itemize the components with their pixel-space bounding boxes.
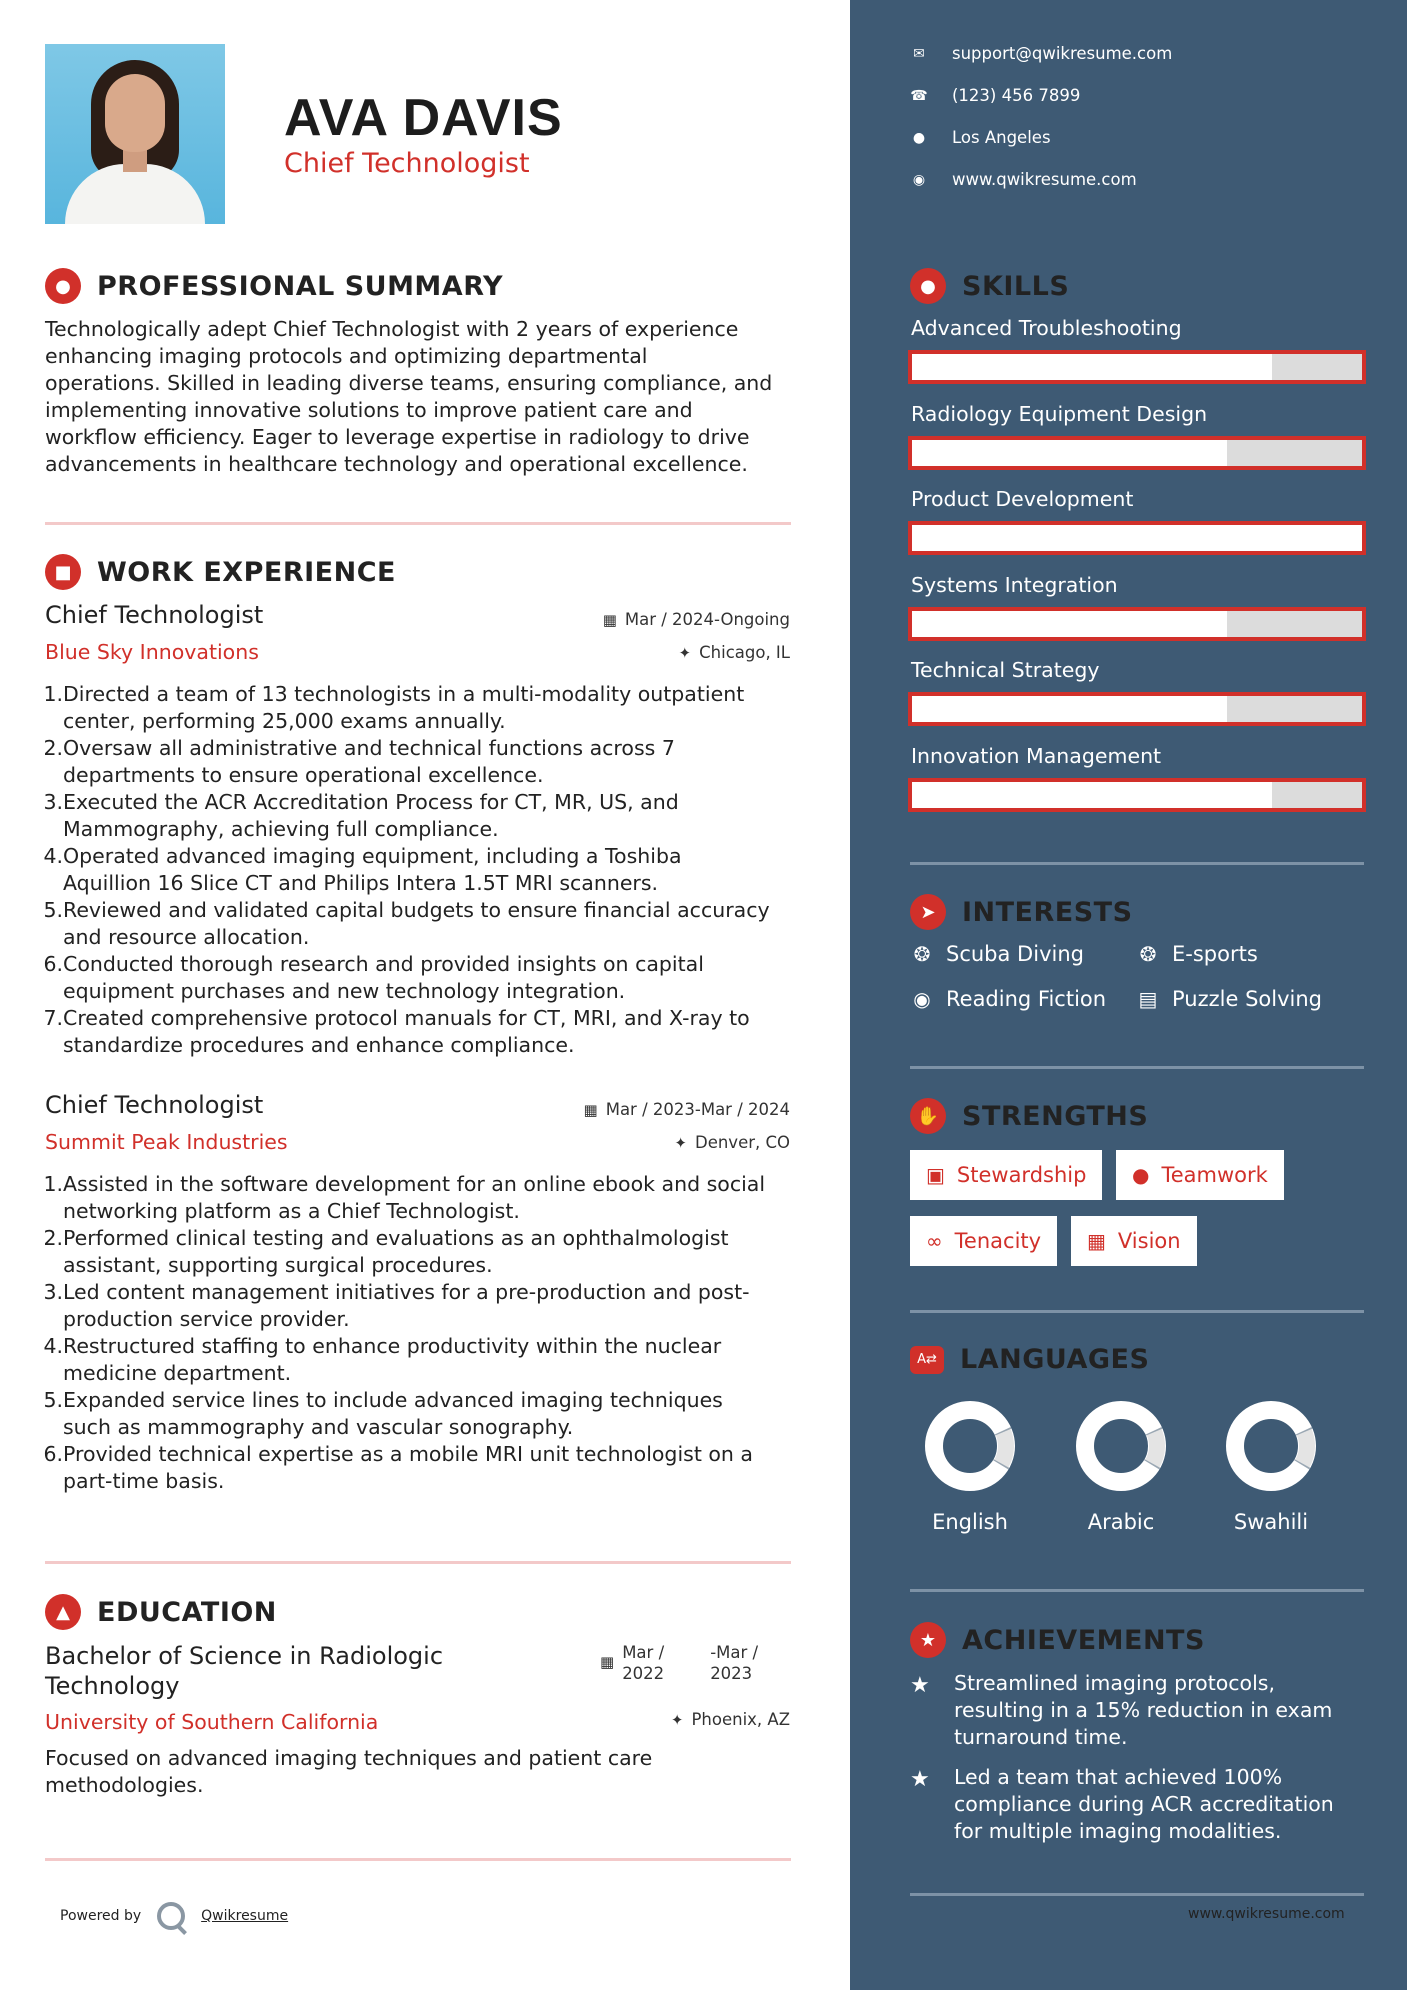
list-item: 1. Assisted in the software development for an online ebook and social networking platform as a Chief Technologist. [43,1172,766,1223]
language-ring-track [1235,1410,1307,1482]
divider [910,862,1364,865]
education-degree: Bachelor of Science in Radiologic Technology [45,1642,444,1700]
calendar-icon: ▦ [602,610,617,629]
job-title: Chief Technologist [45,601,264,629]
interest-item: ▤ Puzzle Solving [1136,987,1322,1011]
paper-plane-icon: ➤ [910,894,946,930]
education-heading: ▲ EDUCATION [45,1594,277,1630]
job-company: Summit Peak Industries [45,1130,288,1154]
star-badge-icon: ★ [910,1622,946,1658]
interest-item: ❂ Scuba Diving [910,942,1084,966]
interest-item: ❂ E-sports [1136,942,1258,966]
list-item: 4. Operated advanced imaging equipment, including a Toshiba Aquillion 16 Slice CT and Philips Intera 1.5T MRI scanners. [43,844,682,895]
profile-photo [45,44,225,224]
binoculars-icon: ▦ [1087,1229,1106,1253]
language-label: Arabic [1087,1510,1155,1534]
skill-bar-remaining [1272,354,1362,380]
candidate-name: AVA DAVIS [284,89,563,147]
summary-text: Technologically adept Chief Technologist with 2 years of experience enhancing imaging protocols and optimizing departmental operations. Skilled in leading diverse teams, ensuring compliance, and implementing innovative solutions to improve patient care and workflow efficiency. Eager to leverage expertise in radiology to drive advancements in healthcare technology and operational excellence. [45,317,773,476]
contact-email[interactable]: ✉ support@qwikresume.com [910,44,1172,63]
list-item: 5. Reviewed and validated capital budgets to ensure financial accuracy and resource allocation. [43,898,770,949]
star-icon: ★ [910,1673,930,1698]
skill-label: Systems Integration [911,572,1118,597]
skill-bar-remaining [1227,440,1362,466]
skill-bar [908,436,1366,470]
lightbulb-icon: ● [910,268,946,304]
pin-icon: ✦ [678,643,692,662]
strength-badge: ▦ Vision [1071,1216,1197,1266]
divider [45,1858,791,1861]
language-item [1051,1396,1191,1534]
divider [910,1589,1364,1592]
list-item: 5. Expanded service lines to include advanced imaging techniques such as mammography and vascular sonography. [43,1388,723,1439]
list-item: 6. Conducted thorough research and provided insights on capital equipment purchases and new technology integration. [43,952,704,1003]
divider [45,522,791,525]
job-title: Chief Technologist [45,1091,264,1119]
education-desc: Focused on advanced imaging techniques and patient care methodologies. [45,1746,653,1797]
skill-bar-remaining [1227,696,1362,722]
skill-label: Advanced Troubleshooting [911,316,1182,340]
skill-label: Product Development [911,487,1134,511]
job-company: Blue Sky Innovations [45,640,259,664]
language-ring [1221,1396,1321,1496]
job-duties [45,1171,815,1495]
list-item: 4. Restructured staffing to enhance productivity within the nuclear medicine department. [43,1334,722,1385]
skill-bar-remaining [1227,611,1362,637]
job-date: ▦ Mar / 2024-Ongoing [602,610,790,629]
calendar-icon: ▦ [600,1653,615,1671]
graduate-icon: ▲ [45,1594,81,1630]
map-pin-icon: ● [912,129,926,146]
gamepad-icon: ◉ [913,987,931,1011]
skill-bar-remaining [1272,782,1362,808]
list-item: 3. Led content management initiatives for a pre-production and post- production service provider. [43,1280,750,1331]
skill-bar [908,778,1366,812]
list-item: 2. Oversaw all administrative and technical functions across 7 departments to ensure operational excellence. [43,736,675,787]
job-location: ✦ Chicago, IL [678,643,790,662]
briefcase-icon: ▣ [926,1163,945,1187]
link-icon: ∞ [926,1229,943,1253]
strengths-heading: ✋ STRENGTHS [910,1098,1148,1134]
strength-badge: ● Teamwork [1116,1150,1284,1200]
job-location: ✦ Denver, CO [674,1133,790,1152]
education-date: ▦ Mar / 2022 -Mar / 2023 [600,1643,759,1683]
envelope-icon: ✉ [913,45,925,62]
skill-label: Radiology Equipment Design [911,401,1208,426]
language-item [900,1396,1040,1534]
list-item: 7. Created comprehensive protocol manuals for CT, MRI, and X-ray to standardize procedures and enhance compliance. [43,1006,750,1057]
divider [910,1893,1364,1896]
skill-label: Technical Strategy [911,658,1100,682]
brand-link[interactable]: Qwikresume [201,1908,289,1924]
interests-heading: ➤ INTERESTS [910,894,1133,930]
calendar-icon: ▦ [583,1100,598,1119]
skill-label: Innovation Management [911,743,1162,768]
list-item: 1. Directed a team of 13 technologists in a multi-modality outpatient center, performing 25,000 exams annually. [43,682,745,733]
pin-icon: ✦ [674,1133,687,1152]
translate-icon: A⇄ [910,1346,944,1374]
skill-bar [908,692,1366,726]
fist-icon: ✋ [910,1098,946,1134]
skill-bar [908,350,1366,384]
contact-location: ● Los Angeles [910,128,1051,147]
language-label: Swahili [1233,1510,1309,1534]
achievement-item: ★ Led a team that achieved 100% compliance during ACR accreditation for multiple imaging modalities. [910,1765,1334,1843]
list-item: 3. Executed the ACR Accreditation Process for CT, MR, US, and Mammography, achieving full compliance. [43,790,679,841]
work-heading: ■ WORK EXPERIENCE [45,554,396,590]
language-item [1201,1396,1341,1534]
footer-site[interactable]: www.qwikresume.com [1188,1906,1345,1922]
skills-heading: ● SKILLS [910,268,1069,304]
divider [45,1561,791,1564]
powered-by: Powered by Qwikresume [60,1902,288,1930]
pin-icon: ✦ [670,1710,684,1729]
contact-phone[interactable]: ☎ (123) 456 7899 [910,86,1081,105]
star-icon: ★ [910,1767,930,1792]
education-location: ✦ Phoenix, AZ [670,1710,790,1729]
summary-heading: ● PROFESSIONAL SUMMARY [45,268,503,304]
contact-website[interactable]: ◉ www.qwikresume.com [910,170,1137,189]
language-ring [920,1396,1020,1496]
education-school: University of Southern California [45,1710,379,1734]
user-icon: ● [45,268,81,304]
achievement-item: ★ Streamlined imaging protocols, resulting in a 15% reduction in exam turnaround time. [910,1671,1333,1749]
skill-bar [908,607,1366,641]
interest-item: ◉ Reading Fiction [910,987,1106,1011]
chair-icon: ■ [45,554,81,590]
skill-bar [908,521,1366,555]
users-icon: ● [1132,1163,1150,1187]
lifebuoy-icon: ❂ [913,942,931,966]
language-ring [1071,1396,1171,1496]
list-item: 2. Performed clinical testing and evaluations as an ophthalmologist assistant, supporting surgical procedures. [43,1226,729,1277]
languages-heading: A⇄ LANGUAGES [910,1344,1149,1375]
achievements-heading: ★ ACHIEVEMENTS [910,1622,1205,1658]
job-duties [45,681,815,1059]
phone-icon: ☎ [910,87,928,104]
strength-badge: ∞ Tenacity [910,1216,1057,1266]
language-ring-track [1085,1410,1157,1482]
language-label: English [932,1510,1008,1534]
strength-badge: ▣ Stewardship [910,1150,1102,1200]
lifebuoy-icon: ❂ [1139,942,1157,966]
qwikresume-logo-icon [157,1902,185,1930]
divider [910,1066,1364,1069]
language-ring-track [934,1410,1006,1482]
globe-icon: ◉ [912,171,926,188]
book-icon: ▤ [1138,987,1158,1011]
candidate-role: Chief Technologist [284,148,530,179]
divider [910,1310,1364,1313]
list-item: 6. Provided technical expertise as a mobile MRI unit technologist on a part-time basis. [43,1442,753,1493]
job-date: ▦ Mar / 2023-Mar / 2024 [583,1100,790,1119]
